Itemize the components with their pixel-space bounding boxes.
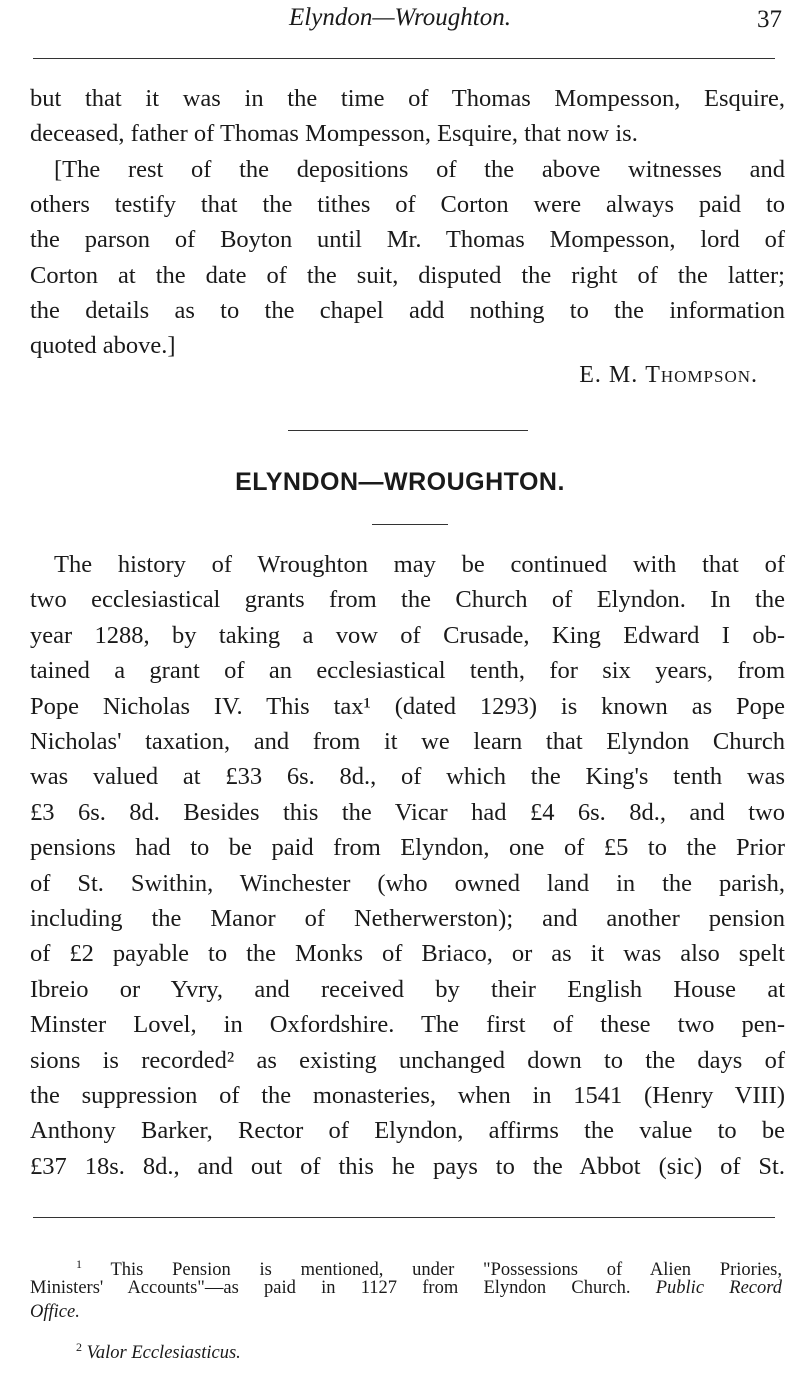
text-line: Pope Nicholas IV. This tax¹ (dated 1293) is known as Pope bbox=[30, 692, 785, 720]
text-line: of £2 payable to the Monks of Briaco, or as it was also spelt bbox=[30, 940, 785, 968]
text-line: including the Manor of Netherwerston); and another pension bbox=[30, 905, 785, 932]
text-line: Nicholas' taxation, and from it we learn that Elyndon Church bbox=[30, 728, 785, 755]
text-line: others testify that the tithes of Corton were always paid to bbox=[30, 190, 785, 218]
header-rule bbox=[33, 58, 775, 59]
text-line: £3 6s. 8d. Besides this the Vicar had £4 6s. 8d., and two bbox=[30, 798, 785, 826]
footnote-1-line-3: Office. bbox=[30, 1302, 80, 1322]
text-line: tained a grant of an ecclesiastical tenth, for six years, from bbox=[30, 657, 785, 685]
footnote-1-line-2 bbox=[30, 1276, 782, 1300]
text-line: Ibreio or Yvry, and received by their English House at bbox=[30, 975, 785, 1003]
page-number: 37 bbox=[757, 6, 782, 33]
footnote-2 bbox=[30, 1335, 800, 1365]
footnote-rule bbox=[33, 1217, 775, 1218]
text-line: two ecclesiastical grants from the Church of Elyndon. In the bbox=[30, 586, 785, 614]
text-line: quoted above.] bbox=[30, 332, 176, 360]
text-line: was valued at £33 6s. 8d., of which the King's tenth was bbox=[30, 763, 785, 791]
text-line: the suppression of the monasteries, when in 1541 (Henry VIII) bbox=[30, 1082, 785, 1109]
footnote-mark: 1 bbox=[76, 1257, 82, 1271]
heading-rule bbox=[372, 524, 448, 525]
footnote-text: Ministers' Accounts"—as paid in 1127 from Elyndon Church. bbox=[30, 1278, 631, 1298]
text-line: sions is recorded² as existing unchanged down to the days of bbox=[30, 1046, 785, 1074]
footnote-text: This Pension is mentioned, under "Possessions of Alien Priories, bbox=[110, 1260, 782, 1281]
text-line: pensions had to be paid from Elyndon, one of £5 to the Prior bbox=[30, 834, 785, 862]
text-line: the parson of Boyton until Mr. Thomas Mompesson, lord of bbox=[30, 226, 785, 254]
text-line: year 1288, by taking a vow of Crusade, King Edward I ob- bbox=[30, 621, 785, 649]
footnote-source: Public Record bbox=[655, 1278, 782, 1298]
footnote-mark: 2 bbox=[76, 1340, 82, 1354]
footnote-text: Valor Ecclesiasticus. bbox=[86, 1343, 241, 1364]
text-line: deceased, father of Thomas Mompesson, Esquire, that now is. bbox=[30, 120, 638, 148]
text-line: £37 18s. 8d., and out of this he pays to the Abbot (sic) of St. bbox=[30, 1152, 785, 1180]
text-line: Anthony Barker, Rector of Elyndon, affirms the value to be bbox=[30, 1117, 785, 1145]
signature-name: Thompson. bbox=[645, 362, 758, 388]
section-divider bbox=[288, 430, 528, 431]
running-title: Elyndon—Wroughton. bbox=[289, 4, 511, 31]
text-line: [The rest of the depositions of the above witnesses and bbox=[54, 155, 785, 183]
text-line: but that it was in the time of Thomas Mompesson, Esquire, bbox=[30, 85, 785, 112]
text-line: the details as to the chapel add nothing to the information bbox=[30, 296, 785, 324]
text-line: Corton at the date of the suit, disputed the right of the latter; bbox=[30, 261, 785, 289]
text-line: The history of Wroughton may be continued with that of bbox=[54, 551, 785, 578]
section-heading: ELYNDON—WROUGHTON. bbox=[235, 468, 565, 496]
signature-initials: E. M. bbox=[579, 362, 639, 388]
signature bbox=[579, 362, 758, 389]
text-line: of St. Swithin, Winchester (who owned land in the parish, bbox=[30, 869, 785, 897]
text-line: Minster Lovel, in Oxfordshire. The first of these two pen- bbox=[30, 1011, 785, 1039]
